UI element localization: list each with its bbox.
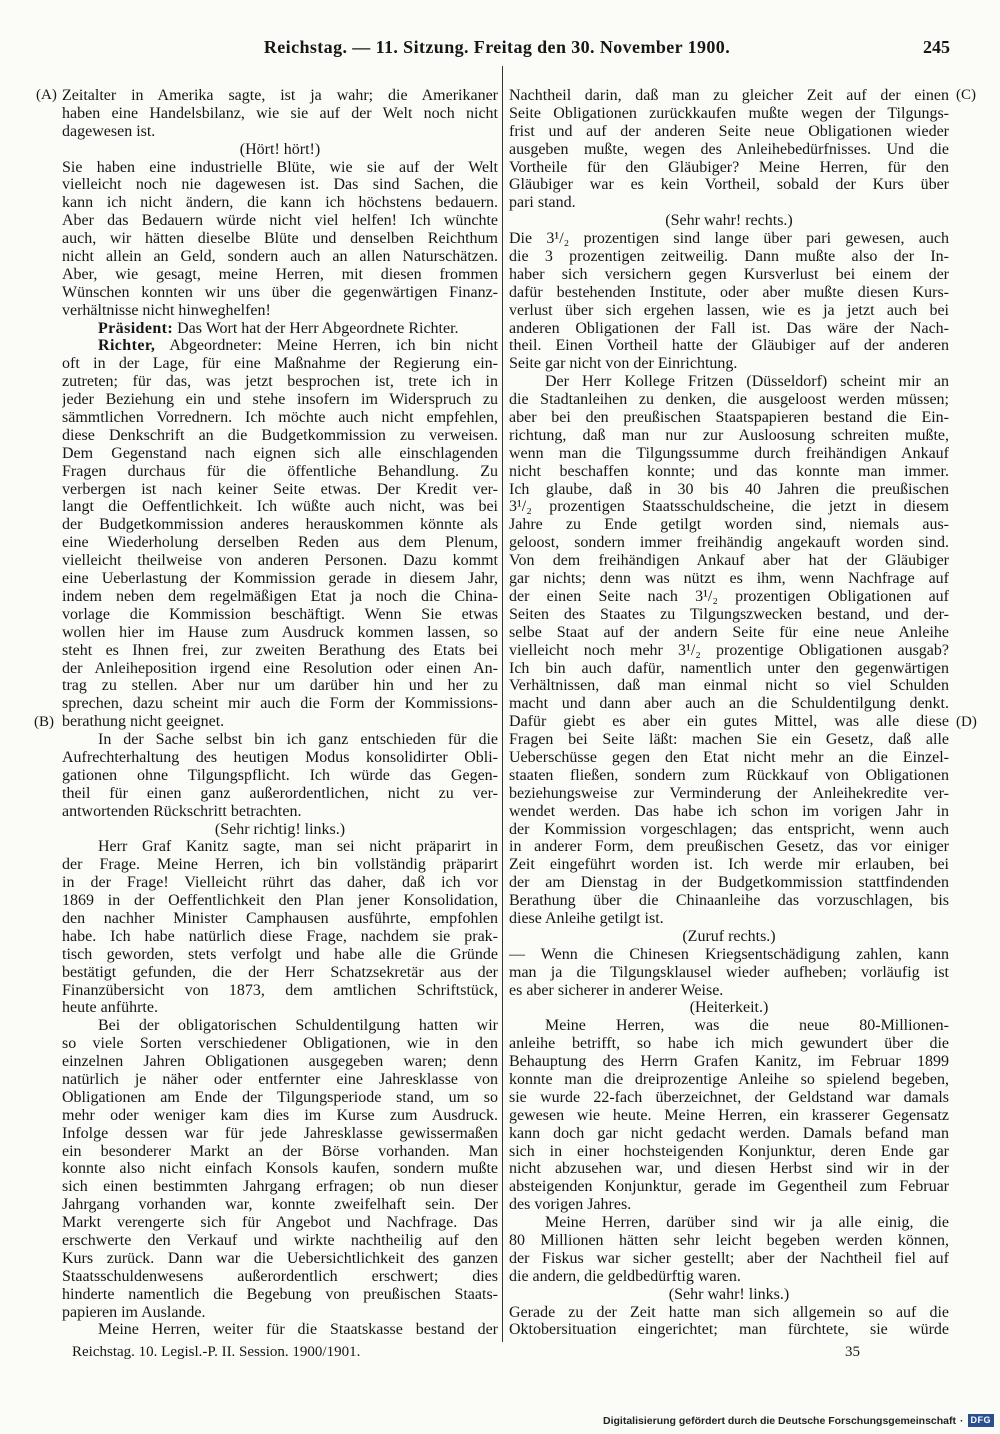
text-line: Dafür giebt es aber ein gutes Mittel, was alle diese bbox=[509, 713, 949, 731]
text-line: einzelnen Jahren Obligationen ausgegeben waren; denn bbox=[62, 1053, 498, 1071]
text-line: Ueberschüsse gegen den Etat nicht mehr an die Einzel- bbox=[509, 748, 949, 766]
text-line: dafür bestehenden Institute, oder aber mußte diesen Kurs- bbox=[509, 283, 949, 301]
text-line: nicht allein an Geld, sondern auch an allen Naturschätzen. bbox=[62, 248, 498, 266]
text-line: geloost, sondern immer freihändig angekauft worden sind. bbox=[509, 534, 949, 552]
text-line: gationen ohne Tilgungspflicht. Ich würde das Gegen- bbox=[62, 766, 498, 784]
text-line: anderen Obligationen der Fall ist. Das wäre der Nach- bbox=[509, 319, 949, 337]
text-line: konnte also nicht einfach Konsols kaufen, sondern mußte bbox=[62, 1160, 498, 1178]
text-line: Infolge dessen war für jede Jahresklasse gewissermaßen bbox=[62, 1124, 498, 1142]
text-line: der Anleiheposition irgend eine Resolution oder einen An- bbox=[62, 659, 498, 677]
text-line: vielleicht noch mehr 3¹/₂ prozentige Obligationen ausgab? bbox=[509, 641, 949, 659]
text-line: Von dem freihändigen Ankauf aber hat der Gläubiger bbox=[509, 552, 949, 570]
text-line: 3¹/₂ prozentigen Staatsschuldscheine, die jetzt in diesem bbox=[509, 498, 949, 516]
footer-publication: Reichstag. 10. Legisl.-P. II. Session. 1900/1901. bbox=[72, 1344, 361, 1360]
text-line: Behauptung des Herrn Grafen Kanitz, im Februar 1899 bbox=[509, 1053, 949, 1071]
text-line: Meine Herren, weiter für die Staatskasse bestand der bbox=[98, 1321, 498, 1339]
text-line: papieren im Auslande. bbox=[62, 1303, 206, 1321]
text-line: Vortheile für den Gläubiger? Meine Herren, für den bbox=[509, 158, 949, 176]
credit-separator: · bbox=[960, 1414, 964, 1427]
text-line: jeder Beziehung ein und stehe insofern im Widerspruch zu bbox=[62, 391, 498, 409]
text-line: selbe Staat auf der andern Seite für eine neue Anleihe bbox=[509, 623, 949, 641]
text-line: Meine Herren, darüber sind wir ja alle einig, die bbox=[545, 1214, 949, 1232]
text-line: Wünschen konnten wir uns über die gegenwärtigen Finanz- bbox=[62, 283, 498, 301]
text-line: berathung nicht geeignet. bbox=[62, 713, 225, 731]
text-line: In der Sache selbst bin ich ganz entschieden für die bbox=[98, 731, 498, 749]
text-line: wendet werden. Das habe ich schon im vorigen Jahr in bbox=[509, 802, 949, 820]
text-line: diese Anleihe getilgt ist. bbox=[509, 909, 664, 927]
text-line: tisch geworden, stets verfolgt und habe alle die Gründe bbox=[62, 945, 498, 963]
text-line: Herr Graf Kanitz sagte, man sei nicht präparirt in bbox=[98, 838, 498, 856]
text-line: aber bei den preußischen Staatspapieren bestand die Ein- bbox=[509, 409, 949, 427]
margin-marker-c: (C) bbox=[956, 87, 976, 103]
text-line: Seite Obligationen zurückkaufen mußte wegen der Tilgungs- bbox=[509, 104, 949, 122]
text-line: mehr oder weniger kam dies im Kurse zum Ausdruck. bbox=[62, 1106, 498, 1124]
text-line: verbergen ist nach keiner Seite etwas. Der Kredit ver- bbox=[62, 480, 498, 498]
text-line: frist und auf der anderen Seite neue Obligationen wieder bbox=[509, 122, 949, 140]
speech-text: Abgeordneter: Meine Herren, ich bin nicht bbox=[169, 337, 498, 355]
text-line: Die 3¹/₂ prozentigen sind lange über pari gewesen, auch bbox=[509, 230, 949, 248]
text-line: Der Herr Kollege Fritzen (Düsseldorf) scheint mir an bbox=[545, 373, 949, 391]
speaker-name: Präsident: bbox=[98, 319, 174, 337]
text-line: antwortenden Rückschritt betrachten. bbox=[62, 802, 302, 820]
text-line: Berathung über die Chinaanleihe das vorzuschlagen, bis bbox=[509, 892, 949, 910]
speech-line bbox=[62, 337, 498, 355]
text-line: sprechen, dazu scheint mir auch die Form der Kommissions- bbox=[62, 695, 498, 713]
text-line: vorlage die Kommission beschäftigt. Wenn Sie etwas bbox=[62, 605, 498, 623]
text-line: zutreten; für das, was jetzt besprochen ist, trete ich in bbox=[62, 373, 498, 391]
text-line: Seite gar nicht von der Einrichtung. bbox=[509, 355, 738, 373]
text-line: des vorigen Jahres. bbox=[509, 1196, 632, 1214]
interjection: (Zuruf rechts.) bbox=[682, 927, 776, 945]
text-line: anleihe betrifft, so habe ich mich gewundert über die bbox=[509, 1035, 949, 1053]
text-line: macht und dann aber auch an die Schuldentilgung denkt. bbox=[509, 695, 949, 713]
text-line: Staatsschuldenwesens außerordentlich erschwert; dies bbox=[62, 1267, 498, 1285]
text-line: Obligationen am Ende der Tilgungsperiode stand, um so bbox=[62, 1088, 498, 1106]
interjection: (Sehr wahr! links.) bbox=[668, 1285, 790, 1303]
text-line: Finanzübersicht von 1873, dem amtlichen Schriftstück, bbox=[62, 981, 498, 999]
interjection: (Sehr richtig! links.) bbox=[214, 820, 346, 838]
text-line: absteigenden Konjunktur, gerade im Gegentheil zum Februar bbox=[509, 1178, 949, 1196]
text-line: der einen Seite nach 3¹/₂ prozentigen Obligationen auf bbox=[509, 587, 949, 605]
margin-marker-d: (D) bbox=[956, 713, 977, 730]
text-line: Kurs zurück. Dann war die Uebersichtlichkeit des ganzen bbox=[62, 1249, 498, 1267]
text-line: in anderer Form, dem preußischen Gesetz, das vor einiger bbox=[509, 838, 949, 856]
text-line: Meine Herren, was die neue 80-Millionen- bbox=[545, 1017, 949, 1035]
text-line: gar nichts; denn was nützt es ihm, wenn Nachfrage auf bbox=[509, 570, 949, 588]
text-line: pari stand. bbox=[509, 194, 576, 212]
text-line: dagewesen ist. bbox=[62, 122, 156, 140]
text-line: richtung, daß man nur zur Ausloosung schreiten mußte, bbox=[509, 426, 949, 444]
speech-line bbox=[62, 320, 498, 338]
text-line: Fragen durchaus für die öffentliche Behandlung. Zu bbox=[62, 462, 498, 480]
text-line: so viele Sorten verschiedener Obligationen, wie in den bbox=[62, 1035, 498, 1053]
text-line: man ja die Tilgungsklausel wieder aufheben; vorläufig ist bbox=[509, 963, 949, 981]
page-number: 245 bbox=[923, 37, 950, 57]
text-line: sich einen bestimmten Jahrgang erfragen; ob nun dieser bbox=[62, 1178, 498, 1196]
running-header: Reichstag. — 11. Sitzung. Freitag den 30. November 1900. bbox=[263, 37, 731, 57]
interjection: (Hört! hört!) bbox=[239, 140, 321, 158]
text-line: haber sich versichern gegen Kursverlust bei einem der bbox=[509, 265, 949, 283]
text-line: Jahre zu Ende getilgt worden sind, niemals aus- bbox=[509, 516, 949, 534]
text-line: Fragen bei Seite läßt: machen Sie ein Gesetz, daß alle bbox=[509, 731, 949, 749]
text-line: die Stadtanleihen zu denken, die ausgeloost werden müssen; bbox=[509, 391, 949, 409]
text-line: theil für einen ganz außerordentlichen, nicht zu ver- bbox=[62, 784, 498, 802]
margin-marker-b: (B) bbox=[34, 713, 54, 730]
text-line: Jahrgang vorhanden war, konnte zweifelhaft sein. Der bbox=[62, 1196, 498, 1214]
text-line: Gläubiger war es kein Vortheil, sobald der Kurs über bbox=[509, 176, 949, 194]
digitization-credit bbox=[603, 1414, 994, 1427]
text-line: verlust über sich ergehen lassen, wie es ja jetzt auch bei bbox=[509, 301, 949, 319]
text-line: sich in einer hochsteigenden Konjunktur, deren Ende gar bbox=[509, 1142, 949, 1160]
text-line: heute anführte. bbox=[62, 999, 158, 1017]
text-line: Aber das Bedauern würde nicht viel helfen! Ich wünchte bbox=[62, 212, 498, 230]
text-line: 80 Millionen hätten sehr leicht begeben werden können, bbox=[509, 1232, 949, 1249]
text-line: die 3 prozentigen zeitweilig. Dann mußte also der In- bbox=[509, 248, 949, 266]
text-line: Markt verengerte sich für Angebot und Nachfrage. Das bbox=[62, 1214, 498, 1232]
text-line: vielleicht noch nie dagewesen ist. Das sind Sachen, die bbox=[62, 176, 498, 194]
text-line: konnte man die dreiprozentige Anleihe so spielend begeben, bbox=[509, 1070, 949, 1088]
left-column bbox=[62, 87, 498, 1339]
dfg-logo-icon: DFG bbox=[968, 1414, 995, 1427]
text-line: Sie haben eine industrielle Blüte, wie sie auf der Welt bbox=[62, 158, 498, 176]
right-column bbox=[509, 87, 949, 1339]
interjection: (Sehr wahr! rechts.) bbox=[665, 212, 793, 230]
text-line: nicht abzusehen war, und diesen Herbst sind wir in der bbox=[509, 1160, 949, 1178]
text-line: nicht beschaffen konnte; und das konnte man immer. bbox=[509, 462, 949, 480]
text-line: indem neben dem regelmäßigen Etat ja noch die China- bbox=[62, 587, 498, 605]
text-line: sämmtlichen Vorrednern. Ich möchte auch nicht empfehlen, bbox=[62, 409, 498, 427]
speaker-name: Richter, bbox=[98, 337, 156, 355]
text-line: Zeitalter in Amerika sagte, ist ja wahr; die Amerikaner bbox=[62, 87, 498, 104]
text-line: bestätigt gefunden, die der Herr Schatzsekretär aus der bbox=[62, 963, 498, 981]
text-line: Verhältnissen, daß man einmal nicht so viel Schulden bbox=[509, 677, 949, 695]
text-line: der am Dienstag in der Budgetkommission stattfindenden bbox=[509, 874, 949, 892]
text-line: eine Wiederholung derselben Reden aus dem Plenum, bbox=[62, 534, 498, 552]
text-line: langt die Oeffentlichkeit. Ich wüßte auch nicht, was bei bbox=[62, 498, 498, 516]
column-divider bbox=[502, 66, 503, 1342]
text-line: diese Denkschrift an die Budgetkommission zu verweisen. bbox=[62, 426, 498, 444]
text-line: habe. Ich habe natürlich diese Frage, nachdem sie prak- bbox=[62, 927, 498, 945]
text-line: Gerade zu der Zeit hatte man sich allgemein so auf die bbox=[509, 1303, 949, 1321]
text-line: der Kommission vorgeschlagen; das entspricht, wenn auch bbox=[509, 820, 949, 838]
text-line: Ich glaube, daß in 30 bis 40 Jahren die preußischen bbox=[509, 480, 949, 498]
text-line: eine Ueberlastung der Kommission gerade in diesem Jahr, bbox=[62, 570, 498, 588]
text-line: der Budgetkommission anderes herauskommen könnte als bbox=[62, 516, 498, 534]
text-line: staaten fließen, sondern zum Rückkauf von Obligationen bbox=[509, 766, 949, 784]
text-line: oft in der Lage, für eine Maßnahme der Regierung ein- bbox=[62, 355, 498, 373]
text-line: vielleicht theilweise von anderen Personen. Dazu kommt bbox=[62, 552, 498, 570]
text-line: kann doch gar nicht gedacht werden. Damals befand man bbox=[509, 1124, 949, 1142]
text-line: kann ich nicht ändern, die kann ich höchstens bedauern. bbox=[62, 194, 498, 212]
text-line: Dem Gegenstand nach eignen sich alle einschlagenden bbox=[62, 444, 498, 462]
text-line: — Wenn die Chinesen Kriegsentschädigung zahlen, kann bbox=[509, 945, 949, 963]
text-line: trag zu stellen. Aber nur um darüber hin und her zu bbox=[62, 677, 498, 695]
text-line: verhältnisse nicht hinweghelfen! bbox=[62, 301, 271, 319]
credit-text: Digitalisierung gefördert durch die Deutsche Forschungsgemeinschaft bbox=[603, 1414, 956, 1427]
text-line: Oktobersituation eingerichtet; man fürchtete, sie würde bbox=[509, 1321, 949, 1339]
text-line: wenn man die Tilgungssumme durch freihändigen Ankauf bbox=[509, 444, 949, 462]
text-line: 1869 in der Oeffentlichkeit den Plan jener Konsolidation, bbox=[62, 892, 498, 910]
text-line: ein besonderer Markt an der Börse vorhanden. Man bbox=[62, 1142, 498, 1160]
text-line: sie wurde 22-fach überzeichnet, der Geldstand war damals bbox=[509, 1088, 949, 1106]
text-line: wollen hier im Hause zum Ausdruck kommen lassen, so bbox=[62, 623, 498, 641]
text-line: Seiten des Staates zu Tilgungszwecken bestand, und der- bbox=[509, 605, 949, 623]
text-line: den nachher Minister Camphausen ausführte, empfohlen bbox=[62, 909, 498, 927]
text-line: haben eine Handelsbilanz, wie sie auf der Welt noch nicht bbox=[62, 104, 498, 122]
text-line: steht es Ihnen frei, zur zweiten Berathung des Etats bei bbox=[62, 641, 498, 659]
text-line: Ich bin auch dafür, namentlich unter den gegenwärtigen bbox=[509, 659, 949, 677]
margin-marker-a: (A) bbox=[36, 87, 57, 103]
text-line: gewesen wie heute. Meine Herren, ein krasserer Gegensatz bbox=[509, 1106, 949, 1124]
text-line: auch, wir hätten dieselbe Blüte und denselben Reichthum bbox=[62, 230, 498, 248]
text-line: Aufrechterhaltung des heutigen Modus konsolidirter Obli- bbox=[62, 748, 498, 766]
text-line: Aber, wie gesagt, meine Herren, mit diesen frommen bbox=[62, 265, 498, 283]
text-line: Nachtheil darin, daß man zu gleicher Zeit auf der einen bbox=[509, 87, 949, 104]
text-line: beziehungsweise zur Verminderung der Anleihekredite ver- bbox=[509, 784, 949, 802]
text-line: der Frage. Meine Herren, ich bin vollständig präparirt bbox=[62, 856, 498, 874]
text-line: in der Frage! Vielleicht rührt das daher, daß ich vor bbox=[62, 874, 498, 892]
footer-sheet-number: 35 bbox=[845, 1344, 860, 1360]
text-line: Bei der obligatorischen Schuldentilgung hatten wir bbox=[98, 1017, 498, 1035]
text-line: ausgeben mußte, wegen des Anleihebedürfnisses. Und die bbox=[509, 140, 949, 158]
text-line: es aber sicherer in anderer Weise. bbox=[509, 981, 724, 999]
text-line: der Fiskus war sicher gestellt; aber der Nachtheil fiel auf bbox=[509, 1249, 949, 1267]
text-line: die andern, die geldbedürftig waren. bbox=[509, 1267, 741, 1285]
interjection: (Heiterkeit.) bbox=[689, 999, 769, 1017]
text-line: theil. Einen Vortheil hatte der Gläubiger auf der anderen bbox=[509, 337, 949, 355]
text-line: erschwerte den Verkauf und wirkte nachtheilig auf den bbox=[62, 1232, 498, 1249]
speech-text: Das Wort hat der Herr Abgeordnete Richter. bbox=[177, 319, 459, 337]
text-line: hinderte namentlich die Begebung von preußischen Staats- bbox=[62, 1285, 498, 1303]
text-line: natürlich je näher oder entfernter eine Jahresklasse von bbox=[62, 1070, 498, 1088]
text-line: Zeit eingeführt worden ist. Ich werde mir erlauben, bei bbox=[509, 856, 949, 874]
